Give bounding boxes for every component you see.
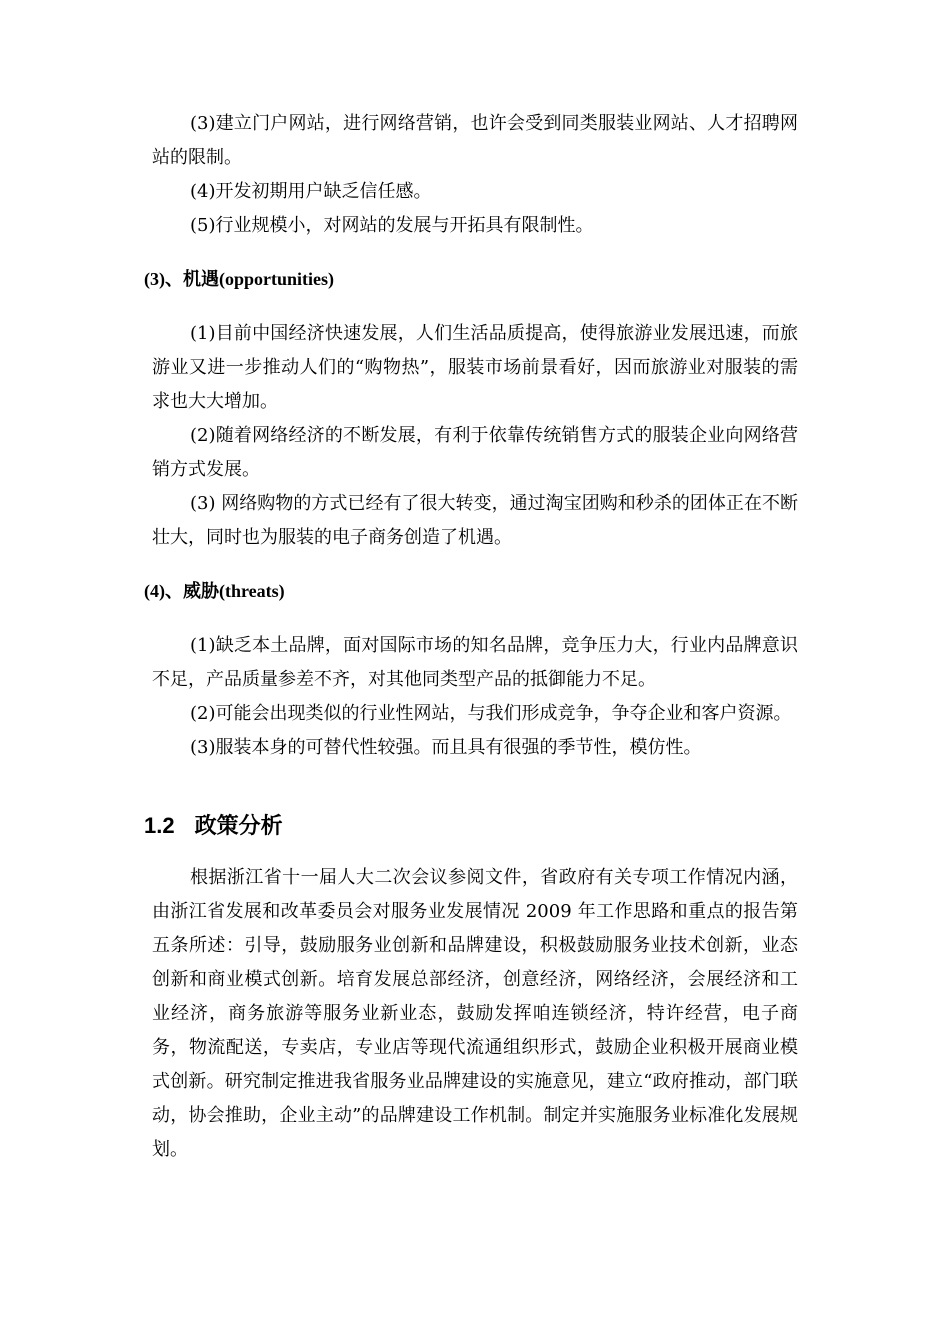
policy-paragraph: 根据浙江省十一届人大二次会议参阅文件，省政府有关专项工作情况内涵，由浙江省发展和改革委员会对服务业发展情况 2009 年工作思路和重点的报告第五条所述：引导，鼓励服务业创新和品牌建设，积极鼓励服务业技术创新，业态创新和商业模式创新。培育发展总部经济，创意经济，网络经济，会展经济和工业经济，商务旅游等服务业新业态，鼓励发挥咱连锁经济，特许经营，电子商务，物流配送，专卖店，专业店等现代流通组织形式，鼓励企业积极开展商业模式创新。研究制定推进我省服务业品牌建设的实施意见，建立“政府推动，部门联动，协会推助，企业主动”的品牌建设工作机制。制定并实施服务业标准化发展规划。 — [152, 867, 798, 1160]
opportunity-item-3: (3) 网络购物的方式已经有了很大转变，通过淘宝团购和秒杀的团体正在不断壮大，同时也为服装的电子商务创造了机遇。 — [152, 493, 798, 548]
threats-heading: (4)、威胁(threats) — [144, 581, 285, 601]
weakness-item-4: (4)开发初期用户缺乏信任感。 — [190, 181, 432, 202]
weakness-item-3: (3)建立门户网站，进行网络营销，也许会受到同类服装业网站、人才招聘网站的限制。 — [152, 113, 798, 168]
opportunity-item-2: (2)随着网络经济的不断发展，有利于依靠传统销售方式的服装企业向网络营销方式发展。 — [152, 425, 798, 480]
opportunity-item-1: (1)目前中国经济快速发展，人们生活品质提高，使得旅游业发展迅速，而旅游业又进一步推动人们的“购物热”，服装市场前景看好，因而旅游业对服装的需求也大大增加。 — [152, 323, 798, 412]
document-page — [144, 107, 798, 1167]
section-heading-policy — [144, 811, 790, 841]
opportunities-heading: (3)、机遇(opportunities) — [144, 269, 334, 289]
threat-item-1: (1)缺乏本土品牌，面对国际市场的知名品牌，竞争压力大，行业内品牌意识不足，产品质量参差不齐，对其他同类型产品的抵御能力不足。 — [152, 635, 798, 690]
section-title: 政策分析 — [194, 813, 283, 838]
weakness-item-5: (5)行业规模小，对网站的发展与开拓具有限制性。 — [190, 215, 594, 236]
section-number: 1.2 — [144, 813, 175, 838]
threat-item-3: (3)服装本身的可替代性较强。而且具有很强的季节性，模仿性。 — [190, 737, 702, 758]
threat-item-2: (2)可能会出现类似的行业性网站，与我们形成竞争，争夺企业和客户资源。 — [190, 703, 792, 724]
